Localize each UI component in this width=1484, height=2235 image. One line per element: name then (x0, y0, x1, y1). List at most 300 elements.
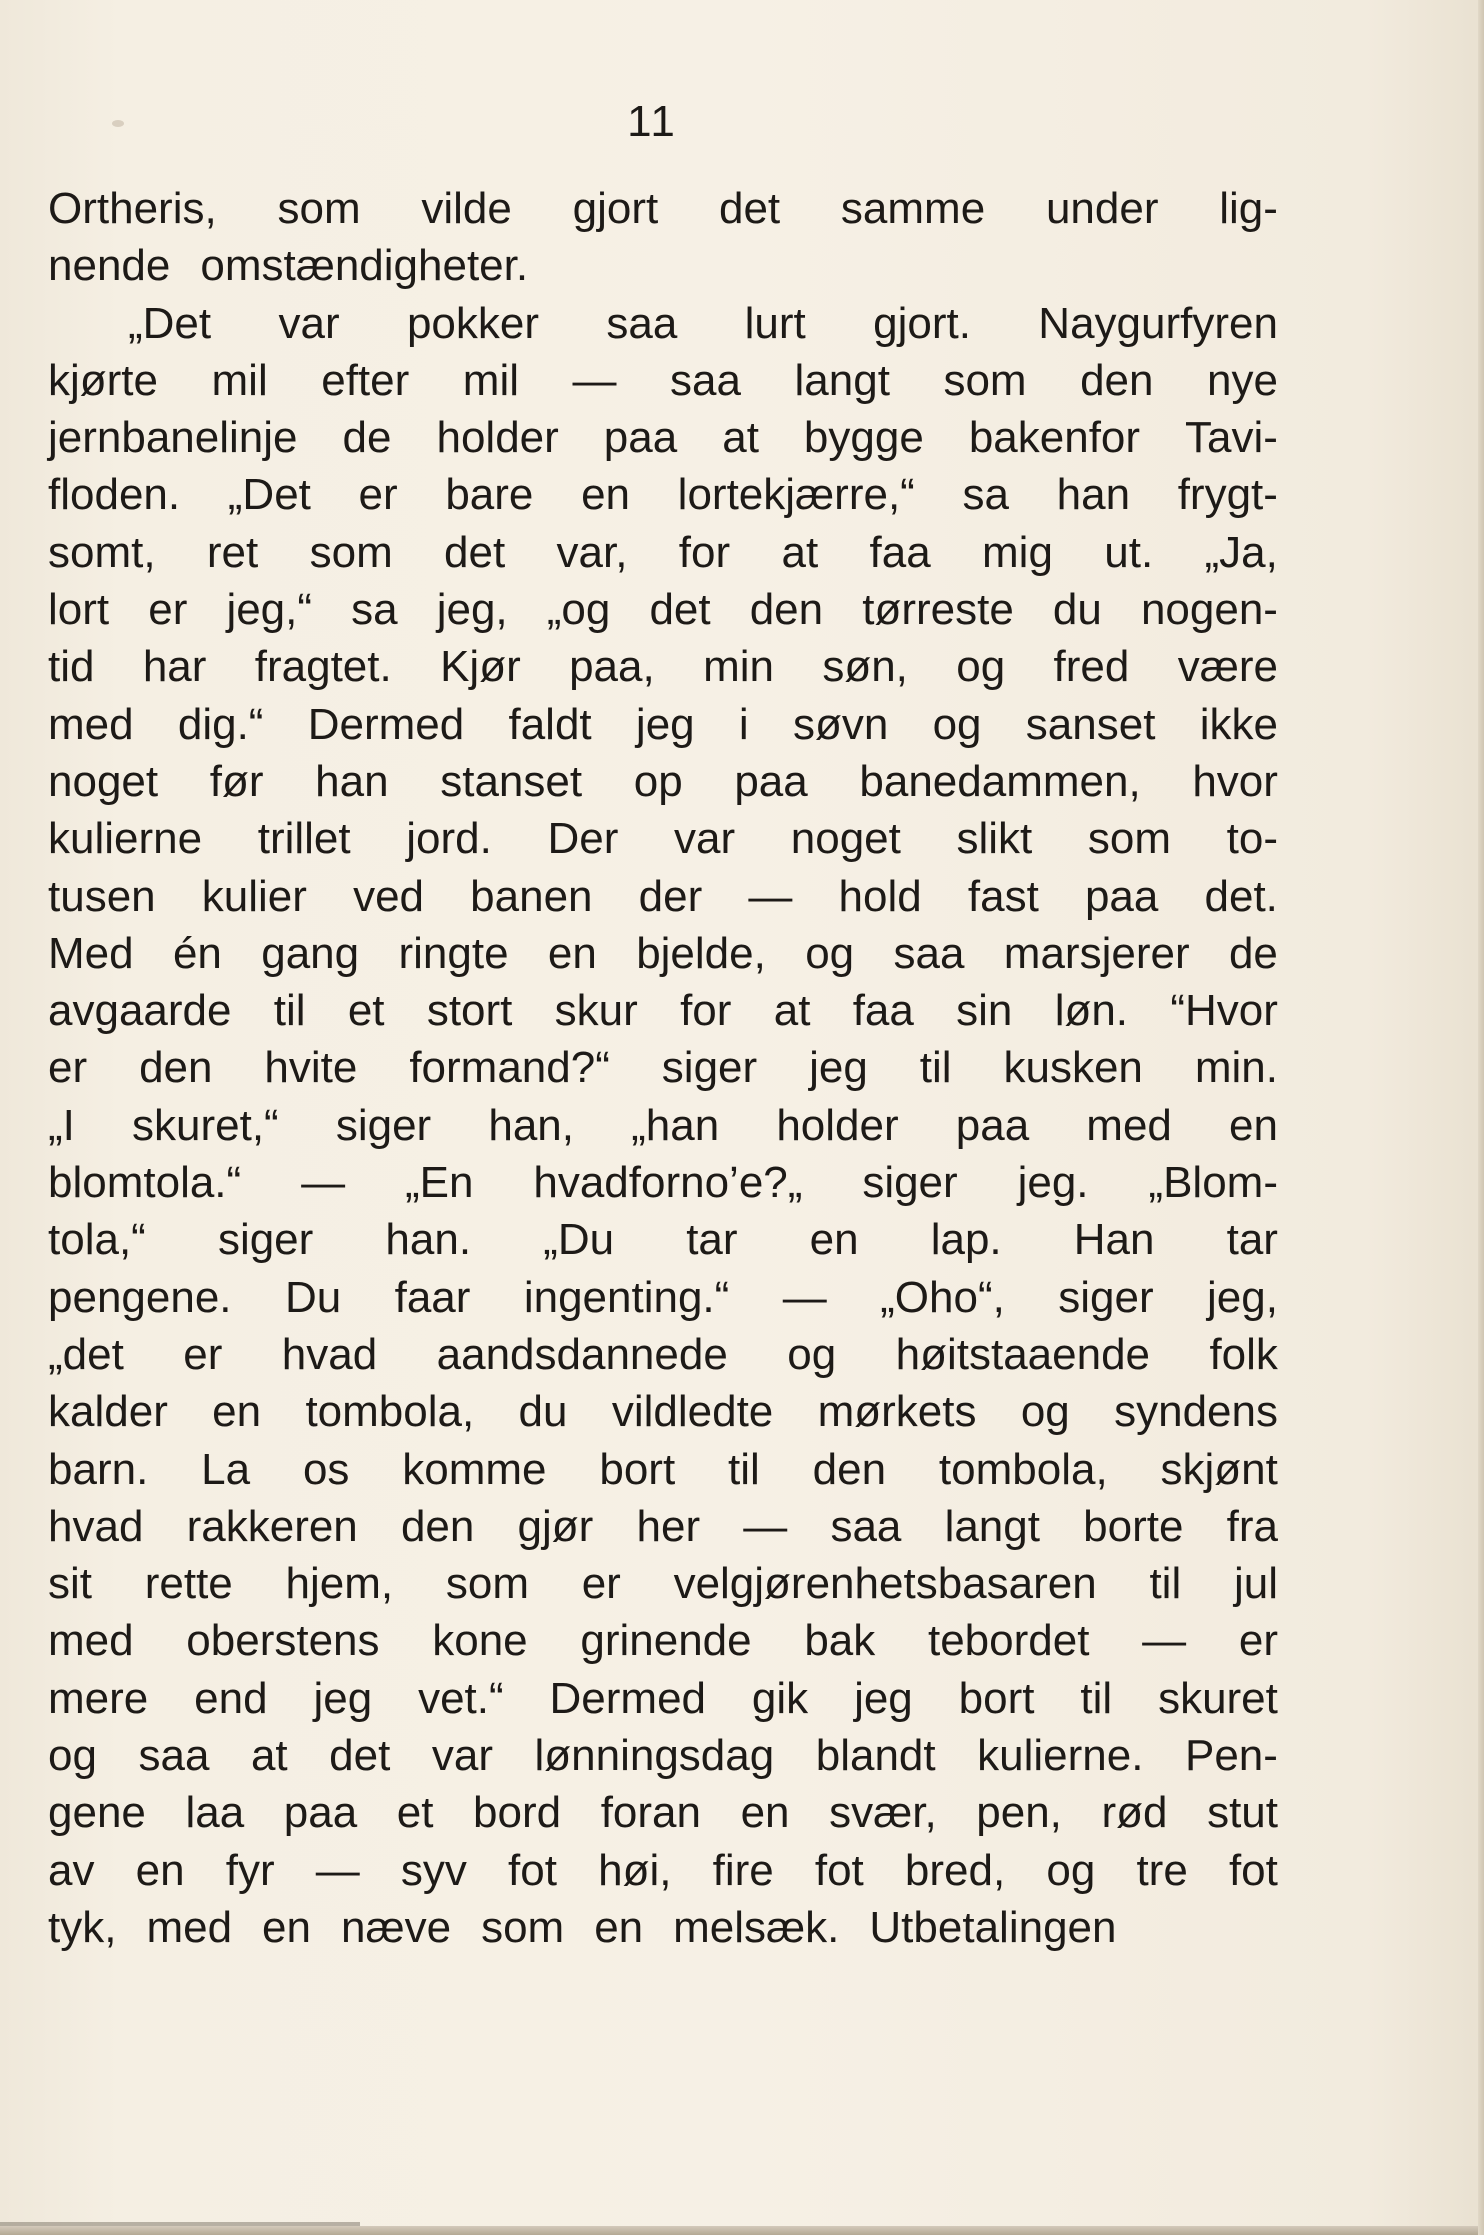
word: noget (48, 756, 159, 806)
word: fast (967, 871, 1039, 921)
word: Han (1073, 1215, 1155, 1265)
word: tørreste (862, 585, 1014, 635)
word: komme (402, 1444, 547, 1494)
word: stort (426, 986, 513, 1036)
word: ingenting.“ (523, 1272, 730, 1322)
word: bak (804, 1616, 876, 1666)
word: bort (599, 1444, 676, 1494)
word: frygt- (1177, 470, 1278, 520)
text-line (48, 1039, 1278, 1096)
word: mere (48, 1673, 149, 1723)
text-line (48, 868, 1278, 925)
word: som (1087, 814, 1172, 864)
word: før (209, 756, 264, 806)
word: og (787, 1329, 837, 1379)
word: den (812, 1444, 887, 1494)
word: tyk, (48, 1902, 117, 1952)
word: holder (436, 413, 559, 463)
word: den (400, 1501, 475, 1551)
word: — (315, 1845, 360, 1895)
word: marsjerer (1003, 928, 1190, 978)
word: ringte (398, 928, 509, 978)
word: syndens (1114, 1387, 1278, 1437)
word: han (1056, 470, 1131, 520)
word: jeg (635, 699, 695, 749)
word: den (139, 1043, 213, 1093)
word: faa (852, 986, 914, 1036)
word: siger (217, 1215, 314, 1265)
word: mil (462, 355, 519, 405)
word: faldt (508, 699, 592, 749)
word: faa (869, 527, 931, 577)
word: aandsdannede (436, 1329, 728, 1379)
word: som (943, 355, 1027, 405)
word: er (581, 1559, 621, 1609)
word: paa (1084, 871, 1159, 921)
word: han, (488, 1100, 574, 1150)
word: „Oho“, (880, 1272, 1005, 1322)
word: der (638, 871, 703, 921)
word: to- (1226, 814, 1278, 864)
word: og (805, 928, 855, 978)
word: rakkeren (186, 1501, 358, 1551)
word: nye (1207, 355, 1278, 405)
word: den (1080, 355, 1154, 405)
word: sin (956, 986, 1013, 1036)
word: er (48, 1043, 88, 1093)
word: La (201, 1444, 251, 1494)
text-line (48, 1269, 1278, 1326)
word: kjørte (48, 355, 158, 405)
word: Dermed (549, 1673, 707, 1723)
text-line (48, 810, 1278, 867)
word: det (718, 184, 781, 233)
word: en (262, 1902, 311, 1952)
word: nogen- (1140, 585, 1278, 635)
word: skur (554, 986, 638, 1036)
word: jeg,“ (226, 585, 313, 635)
word: bort (958, 1673, 1035, 1723)
text-line (48, 1211, 1278, 1268)
word: ikke (1199, 699, 1278, 749)
word: blomtola.“ (48, 1158, 242, 1208)
word: jeg, (436, 585, 508, 635)
word: — (572, 355, 617, 405)
word: var, (556, 527, 628, 577)
word: Kjør (440, 642, 521, 692)
word: tola,“ (48, 1215, 146, 1265)
word: lønningsdag (534, 1731, 775, 1781)
word: som (445, 1559, 529, 1609)
word: til (1149, 1559, 1182, 1609)
word: — (782, 1272, 827, 1322)
word: sa (351, 585, 398, 635)
word: at (250, 1731, 288, 1781)
word: kusken (1003, 1043, 1143, 1093)
word: at (781, 527, 819, 577)
word: siger (1058, 1272, 1154, 1322)
text-line (48, 1555, 1278, 1612)
word: saa (670, 355, 741, 405)
word: jul (1233, 1559, 1278, 1609)
word: de (1228, 928, 1278, 978)
word: bjelde, (636, 928, 766, 978)
word: og (1020, 1387, 1070, 1437)
word: under (1045, 184, 1159, 233)
word: „Det (227, 470, 311, 520)
word: til (273, 986, 306, 1036)
word: det (329, 1731, 391, 1781)
word: tre (1136, 1845, 1188, 1895)
word: noget (790, 814, 901, 864)
word: pen, (976, 1788, 1062, 1838)
text-line (48, 237, 1278, 294)
word: en (1229, 1100, 1278, 1150)
word: fot (1228, 1845, 1278, 1895)
word: fra (1226, 1501, 1278, 1551)
word: min (703, 642, 774, 692)
word: jeg (809, 1043, 868, 1093)
word: et (396, 1788, 434, 1838)
text-line (48, 352, 1278, 409)
word: fragtet. (254, 642, 392, 692)
word: fot (814, 1845, 864, 1895)
word: slikt (956, 814, 1033, 864)
word: bakenfor (968, 413, 1141, 463)
word: efter (321, 355, 410, 405)
word: sanset (1025, 699, 1156, 749)
word: rød (1101, 1788, 1168, 1838)
text-line (48, 1498, 1278, 1555)
word: som (481, 1902, 565, 1952)
word: Naygurfyren (1038, 298, 1278, 348)
word: „I (48, 1100, 75, 1150)
word: avgaarde (48, 986, 232, 1036)
page-bottom-edge (0, 2226, 1484, 2235)
word: kulier (201, 871, 307, 921)
word: os (302, 1444, 350, 1494)
word: og (932, 699, 982, 749)
word: siger (862, 1158, 958, 1208)
word: grinende (580, 1616, 752, 1666)
word: gjort. (873, 298, 971, 348)
word: er (148, 585, 188, 635)
word: — (1142, 1616, 1187, 1666)
word: „og (546, 585, 611, 635)
word: er (183, 1329, 223, 1379)
text-line (48, 581, 1278, 638)
word: tar (1226, 1215, 1278, 1265)
word: lurt (744, 298, 806, 348)
word: — (743, 1501, 788, 1551)
word: søvn (792, 699, 889, 749)
word: samme (840, 184, 986, 233)
text-line (48, 466, 1278, 523)
word: med (1086, 1100, 1172, 1150)
word: var (278, 298, 340, 348)
word: hvad (281, 1329, 378, 1379)
word: ut. (1104, 527, 1154, 577)
page-number: 11 (627, 97, 677, 146)
word: bred, (904, 1845, 1006, 1895)
body-text (48, 180, 1278, 1956)
word: mil (211, 355, 268, 405)
word: som (309, 527, 393, 577)
word: melsæk. (673, 1902, 840, 1952)
text-line (48, 1326, 1278, 1383)
word: kulierne. (977, 1731, 1144, 1781)
word: til (919, 1043, 952, 1093)
word: saa (606, 298, 678, 348)
word: hjem, (285, 1559, 394, 1609)
text-line (48, 753, 1278, 810)
text-line (48, 638, 1278, 695)
word: kulierne (48, 814, 203, 864)
word: mig (982, 527, 1053, 577)
word: paa (955, 1100, 1030, 1150)
word: op (633, 756, 683, 806)
word: skjønt (1160, 1444, 1278, 1494)
word: Med (48, 928, 134, 978)
word: og (956, 642, 1006, 692)
word: være (1177, 642, 1278, 692)
word: Dermed (307, 699, 465, 749)
word: siger (335, 1100, 432, 1150)
word: og (48, 1731, 97, 1781)
word: Pen- (1184, 1731, 1278, 1781)
word: Ortheris, (48, 184, 217, 233)
word: „Det (128, 298, 212, 348)
word: velgjørenhetsbasaren (673, 1559, 1097, 1609)
word: saa (830, 1501, 902, 1551)
word: til (728, 1444, 760, 1494)
word: at (722, 413, 759, 463)
word: dig.“ (177, 699, 264, 749)
word: hold (838, 871, 922, 921)
word: folk (1209, 1329, 1278, 1379)
word: pengene. (48, 1272, 232, 1322)
word: “Hvor (1170, 986, 1278, 1036)
word: ret (206, 527, 259, 577)
word: gik (751, 1673, 809, 1723)
text-line (48, 1612, 1278, 1669)
word: lig- (1219, 184, 1278, 233)
word: floden. (48, 470, 181, 520)
word: av (48, 1845, 95, 1895)
word: tar (686, 1215, 738, 1265)
word: med (146, 1902, 233, 1952)
word: „han (631, 1100, 720, 1150)
word: lort (48, 585, 110, 635)
word: „det (48, 1329, 124, 1379)
text-line (48, 1383, 1278, 1440)
word: til (1080, 1673, 1113, 1723)
word: én (172, 928, 222, 978)
word: du (518, 1387, 568, 1437)
word: stut (1207, 1788, 1278, 1838)
word: du (1052, 585, 1102, 635)
word: lap. (930, 1215, 1002, 1265)
word: rette (144, 1559, 233, 1609)
word: saa (893, 928, 965, 978)
word: det (444, 527, 506, 577)
word: for (678, 527, 731, 577)
word: siger (661, 1043, 758, 1093)
text-line (48, 295, 1278, 352)
word: de (342, 413, 392, 463)
word: er (1238, 1616, 1278, 1666)
word: hvor (1192, 756, 1278, 806)
word: søn, (822, 642, 908, 692)
text-line (48, 524, 1278, 581)
word: — (748, 871, 793, 921)
word: banen (470, 871, 593, 921)
word: jeg, (1207, 1272, 1278, 1322)
word: fire (712, 1845, 774, 1895)
word: vilde (421, 184, 512, 233)
word: jeg (313, 1673, 373, 1723)
word: gang (261, 928, 360, 978)
word: trillet (257, 814, 351, 864)
word: her (636, 1501, 701, 1551)
word: jernbanelinje (48, 413, 298, 463)
word: holder (776, 1100, 899, 1150)
word: høi, (598, 1845, 672, 1895)
word: fyr (225, 1845, 275, 1895)
word: tusen (48, 871, 156, 921)
word: en (581, 470, 631, 520)
text-line (48, 696, 1278, 753)
word: skuret,“ (132, 1100, 279, 1150)
word: hvadforno’e?„ (533, 1158, 803, 1208)
word: gjort (572, 184, 659, 233)
word: og (1046, 1845, 1096, 1895)
word: „En (404, 1158, 474, 1208)
word: fred (1053, 642, 1130, 692)
word: en (809, 1215, 859, 1265)
word: mørkets (817, 1387, 977, 1437)
word: det. (1204, 871, 1278, 921)
word: Der (547, 814, 619, 864)
word: som (277, 184, 361, 233)
word: fot (508, 1845, 557, 1895)
word: var (431, 1731, 493, 1781)
word: paa (734, 756, 808, 806)
word: tid (48, 642, 95, 692)
text-line (48, 1670, 1278, 1727)
word: min. (1194, 1043, 1278, 1093)
word: han. (385, 1215, 472, 1265)
word: han (315, 756, 389, 806)
word: langt (794, 355, 890, 405)
word: faar (394, 1272, 471, 1322)
word: sit (48, 1559, 92, 1609)
word: sa (962, 470, 1009, 520)
word: lortekjærre,“ (677, 470, 915, 520)
text-line (48, 1441, 1278, 1498)
word: næve (341, 1902, 452, 1952)
word: at (773, 986, 811, 1036)
word: ved (353, 871, 425, 921)
word: saa (138, 1731, 210, 1781)
word: end (194, 1673, 268, 1723)
word: Utbetalingen (869, 1902, 1117, 1952)
word: jord. (406, 814, 492, 864)
word: — (301, 1158, 346, 1208)
word: kalder (48, 1387, 168, 1437)
word: vet.“ (418, 1673, 504, 1723)
word: jeg (854, 1673, 913, 1723)
word: tebordet (927, 1616, 1090, 1666)
text-line (48, 1727, 1278, 1784)
word: gene (48, 1788, 146, 1838)
word: gjør (517, 1501, 594, 1551)
word: har (142, 642, 207, 692)
text-line (48, 1899, 1278, 1956)
word: tombola, (938, 1444, 1108, 1494)
text-line (48, 982, 1278, 1039)
word: bare (445, 470, 534, 520)
word: formand?“ (409, 1043, 610, 1093)
word: Du (284, 1272, 342, 1322)
word: var (674, 814, 736, 864)
word: med (48, 1616, 134, 1666)
word: skuret (1158, 1673, 1278, 1723)
word: jeg. (1017, 1158, 1089, 1208)
word: den (749, 585, 824, 635)
word: en (547, 928, 597, 978)
word: er (358, 470, 398, 520)
word: tombola, (305, 1387, 475, 1437)
text-line (48, 925, 1278, 982)
word: svær, (829, 1788, 937, 1838)
word: „Blom- (1148, 1158, 1278, 1208)
word: Tavi- (1185, 413, 1278, 463)
word: høitstaaende (895, 1329, 1151, 1379)
word: vildledte (611, 1387, 774, 1437)
text-line (48, 409, 1278, 466)
word: omstændigheter. (200, 241, 529, 291)
word: en (594, 1902, 644, 1952)
word: blandt (815, 1731, 936, 1781)
word: paa (283, 1788, 358, 1838)
word: bord (473, 1788, 562, 1838)
word: somt, (48, 527, 156, 577)
word: nende (48, 241, 171, 291)
word: laa (185, 1788, 245, 1838)
word: med (48, 699, 134, 749)
word: et (347, 986, 385, 1036)
word: banedammen, (859, 756, 1141, 806)
word: bygge (803, 413, 924, 463)
word: paa, (569, 642, 655, 692)
text-line (48, 1842, 1278, 1899)
word: for (680, 986, 732, 1036)
word: „Ja, (1204, 527, 1278, 577)
word: løn. (1054, 986, 1129, 1036)
word: en (135, 1845, 185, 1895)
page-right-edge (1478, 0, 1484, 2235)
word: hvad (48, 1501, 144, 1551)
word: paa (603, 413, 678, 463)
word: det (649, 585, 711, 635)
word: oberstens (186, 1616, 380, 1666)
word: i (738, 699, 749, 749)
word: foran (600, 1788, 701, 1838)
word: pokker (406, 298, 540, 348)
word: en (212, 1387, 262, 1437)
word: borte (1083, 1501, 1184, 1551)
